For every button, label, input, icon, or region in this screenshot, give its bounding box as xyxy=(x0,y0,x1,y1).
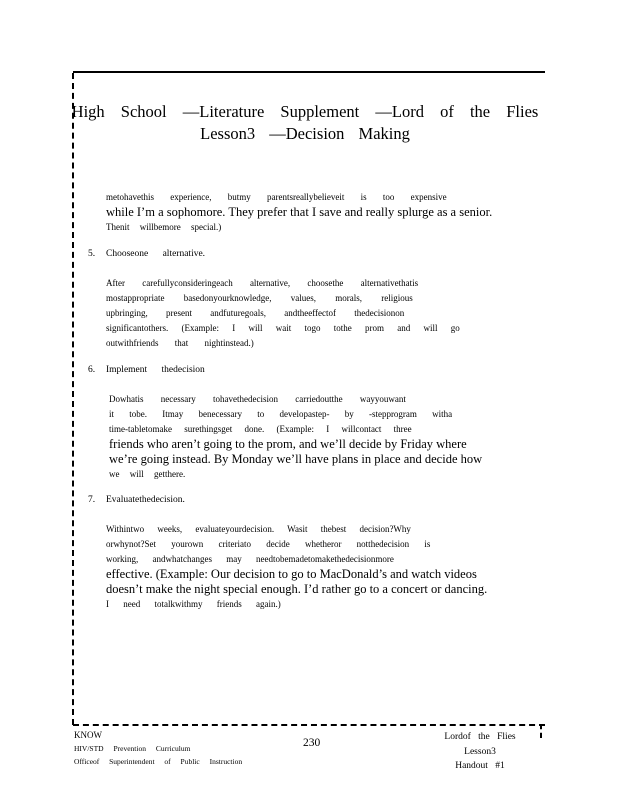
footer-book-title: Lordof the Flies xyxy=(444,732,516,742)
footer-right xyxy=(438,730,522,774)
paragraph-line: metohavethis experience, butmy parentsreallybelieveit is too expensive xyxy=(106,192,447,202)
title-line-2: Lesson3 —Decision Making xyxy=(200,124,410,143)
right-dashed-corner xyxy=(540,724,542,738)
paragraph-line: Dowhatis necessary tohavethedecision carriedoutthe wayyouwant xyxy=(109,394,406,404)
paragraph-line: Withintwo weeks, evaluateyourdecision. Wasit thebest decision?Why xyxy=(106,524,411,534)
step-6-paragraph xyxy=(109,392,482,482)
step-title: Implement thedecision xyxy=(106,365,205,375)
page-number: 230 xyxy=(303,737,321,749)
step-title: Evaluatethedecision. xyxy=(106,495,185,505)
paragraph-line: mostappropriate basedonyourknowledge, values, morals, religious xyxy=(106,293,413,303)
step-7-paragraph xyxy=(106,522,487,612)
paragraph-line: time-tabletomake surethingsget done. (Example: I willcontact three xyxy=(109,424,412,434)
footer-curriculum: HIV/STD Prevention Curriculum xyxy=(74,744,191,753)
footer-left xyxy=(74,729,242,768)
paragraph-line: significantothers. (Example: I will wait togo tothe prom and will go xyxy=(106,323,460,333)
page-title xyxy=(70,101,540,145)
paragraph-line: orwhynot?Set yourown criteriato decide whetheror notthedecision is xyxy=(106,539,431,549)
footer-know: KNOW xyxy=(74,730,102,740)
step-title: Chooseone alternative. xyxy=(106,249,206,259)
paragraph-line: friends who aren’t going to the prom, and we’ll decide by Friday where xyxy=(109,437,467,451)
step-number: 7. xyxy=(88,495,96,505)
continuation-paragraph xyxy=(106,190,492,235)
paragraph-line: effective. (Example: Our decision to go to MacDonald’s and watch videos xyxy=(106,567,477,581)
paragraph-line: while I’m a sophomore. They prefer that I save and really splurge as a senior. xyxy=(106,205,493,219)
footer-lesson: Lesson3 xyxy=(464,746,496,757)
footer-office: Officeof Superintendent of Public Instruction xyxy=(74,757,243,766)
paragraph-line: outwithfriends that nightinstead.) xyxy=(106,338,254,348)
left-dashed-border xyxy=(72,73,74,725)
paragraph-line: we will getthere. xyxy=(109,469,186,479)
step-5-heading xyxy=(88,249,205,259)
step-6-heading xyxy=(88,365,205,375)
paragraph-line: upbringing, present andfuturegoals, andtheeffectof thedecisionon xyxy=(106,308,405,318)
step-7-heading xyxy=(88,495,185,505)
paragraph-line: doesn’t make the night special enough. I’d rather go to a concert or dancing. xyxy=(106,582,488,596)
paragraph-line: After carefullyconsideringeach alternative, choosethe alternativethatis xyxy=(106,278,419,288)
paragraph-line: we’re going instead. By Monday we’ll have plans in place and decide how xyxy=(109,452,483,466)
footer-handout: Handout #1 xyxy=(455,761,505,771)
step-5-paragraph xyxy=(106,276,460,351)
step-number: 5. xyxy=(88,249,96,259)
step-number: 6. xyxy=(88,365,96,375)
top-rule xyxy=(73,71,545,73)
paragraph-line: it tobe. Itmay benecessary to developastep- by -stepprogram witha xyxy=(109,409,453,419)
bottom-dashed-border xyxy=(73,724,545,726)
paragraph-line: working, andwhatchanges may needtobemadetomakethedecisionmore xyxy=(106,554,394,564)
paragraph-line: I need totalkwithmy friends again.) xyxy=(106,599,281,609)
paragraph-line: Thenit willbemore special.) xyxy=(106,222,222,232)
title-line-1: High School —Literature Supplement —Lord of the Flies xyxy=(71,102,539,121)
